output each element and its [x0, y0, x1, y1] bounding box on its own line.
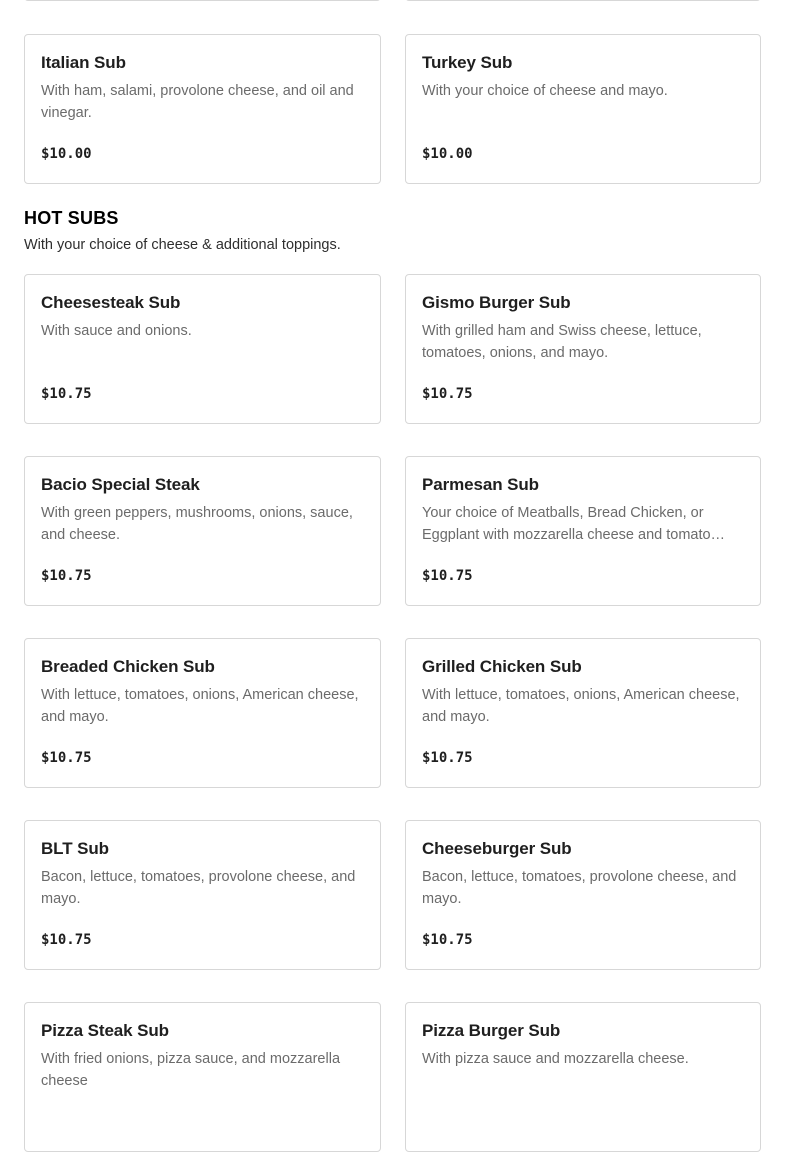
- menu-item-price: $10.75: [41, 750, 92, 766]
- section-description-hot-subs: With your choice of cheese & additional toppings.: [24, 237, 341, 253]
- menu-item-name: Grilled Chicken Sub: [422, 657, 582, 676]
- menu-item-description: Bacon, lettuce, tomatoes, provolone cheese, and mayo.: [422, 869, 737, 907]
- menu-item-name: BLT Sub: [41, 839, 109, 858]
- menu-item-card-parmesan-sub[interactable]: [405, 456, 761, 606]
- menu-item-description: With your choice of cheese and mayo.: [422, 83, 668, 99]
- menu-item-card-italian-sub[interactable]: [24, 34, 381, 184]
- menu-item-card-blt-sub[interactable]: [24, 820, 381, 970]
- menu-item-card-grilled-chicken-sub[interactable]: [405, 638, 761, 788]
- menu-item-card-bacio-special-steak[interactable]: [24, 456, 381, 606]
- menu-item-name: Gismo Burger Sub: [422, 293, 571, 312]
- menu-item-card-turkey-sub[interactable]: [405, 34, 761, 184]
- menu-item-card-previous-left[interactable]: [24, 0, 381, 1]
- menu-item-name: Pizza Steak Sub: [41, 1021, 169, 1040]
- menu-item-description: Bacon, lettuce, tomatoes, provolone cheese, and mayo.: [41, 869, 356, 907]
- menu-item-name: Cheesesteak Sub: [41, 293, 181, 312]
- menu-item-description: With lettuce, tomatoes, onions, American cheese, and mayo.: [422, 687, 740, 725]
- menu-item-card-cheesesteak-sub[interactable]: [24, 274, 381, 424]
- menu-item-name: Italian Sub: [41, 53, 126, 72]
- menu-item-name: Breaded Chicken Sub: [41, 657, 215, 676]
- menu-item-card-cheeseburger-sub[interactable]: [405, 820, 761, 970]
- menu-item-card-pizza-burger-sub[interactable]: [405, 1002, 761, 1152]
- section-title-hot-subs: HOT SUBS: [24, 208, 119, 228]
- menu-item-description: With ham, salami, provolone cheese, and oil and vinegar.: [41, 83, 354, 121]
- menu-item-description: With green peppers, mushrooms, onions, sauce, and cheese.: [41, 505, 353, 543]
- menu-item-description: Your choice of Meatballs, Bread Chicken, or Eggplant with mozzarella cheese and tomato…: [422, 505, 726, 543]
- menu-item-name: Parmesan Sub: [422, 475, 539, 494]
- menu-item-price: $10.75: [41, 932, 92, 948]
- menu-item-price: $10.75: [422, 568, 473, 584]
- menu-item-name: Pizza Burger Sub: [422, 1021, 561, 1040]
- menu-item-description: With lettuce, tomatoes, onions, American cheese, and mayo.: [41, 687, 359, 725]
- menu-item-card-previous-right[interactable]: [405, 0, 761, 1]
- menu-item-description: With pizza sauce and mozzarella cheese.: [422, 1051, 689, 1067]
- menu-item-price: $10.00: [41, 146, 92, 162]
- menu-item-name: Bacio Special Steak: [41, 475, 200, 494]
- menu-item-price: $10.75: [41, 386, 92, 402]
- menu-item-card-breaded-chicken-sub[interactable]: [24, 638, 381, 788]
- menu-item-card-gismo-burger-sub[interactable]: [405, 274, 761, 424]
- menu-item-price: $10.75: [422, 386, 473, 402]
- menu-item-description: With fried onions, pizza sauce, and mozzarella cheese: [41, 1051, 341, 1089]
- menu-item-price: $10.75: [41, 568, 92, 584]
- menu-item-card-pizza-steak-sub[interactable]: [24, 1002, 381, 1152]
- menu-item-price: $10.75: [422, 750, 473, 766]
- menu-item-name: Cheeseburger Sub: [422, 839, 572, 858]
- menu-item-price: $10.00: [422, 146, 473, 162]
- menu-item-description: With grilled ham and Swiss cheese, lettuce, tomatoes, onions, and mayo.: [422, 323, 702, 361]
- menu-item-price: $10.75: [422, 932, 473, 948]
- menu-item-description: With sauce and onions.: [41, 323, 192, 339]
- menu-item-name: Turkey Sub: [422, 53, 513, 72]
